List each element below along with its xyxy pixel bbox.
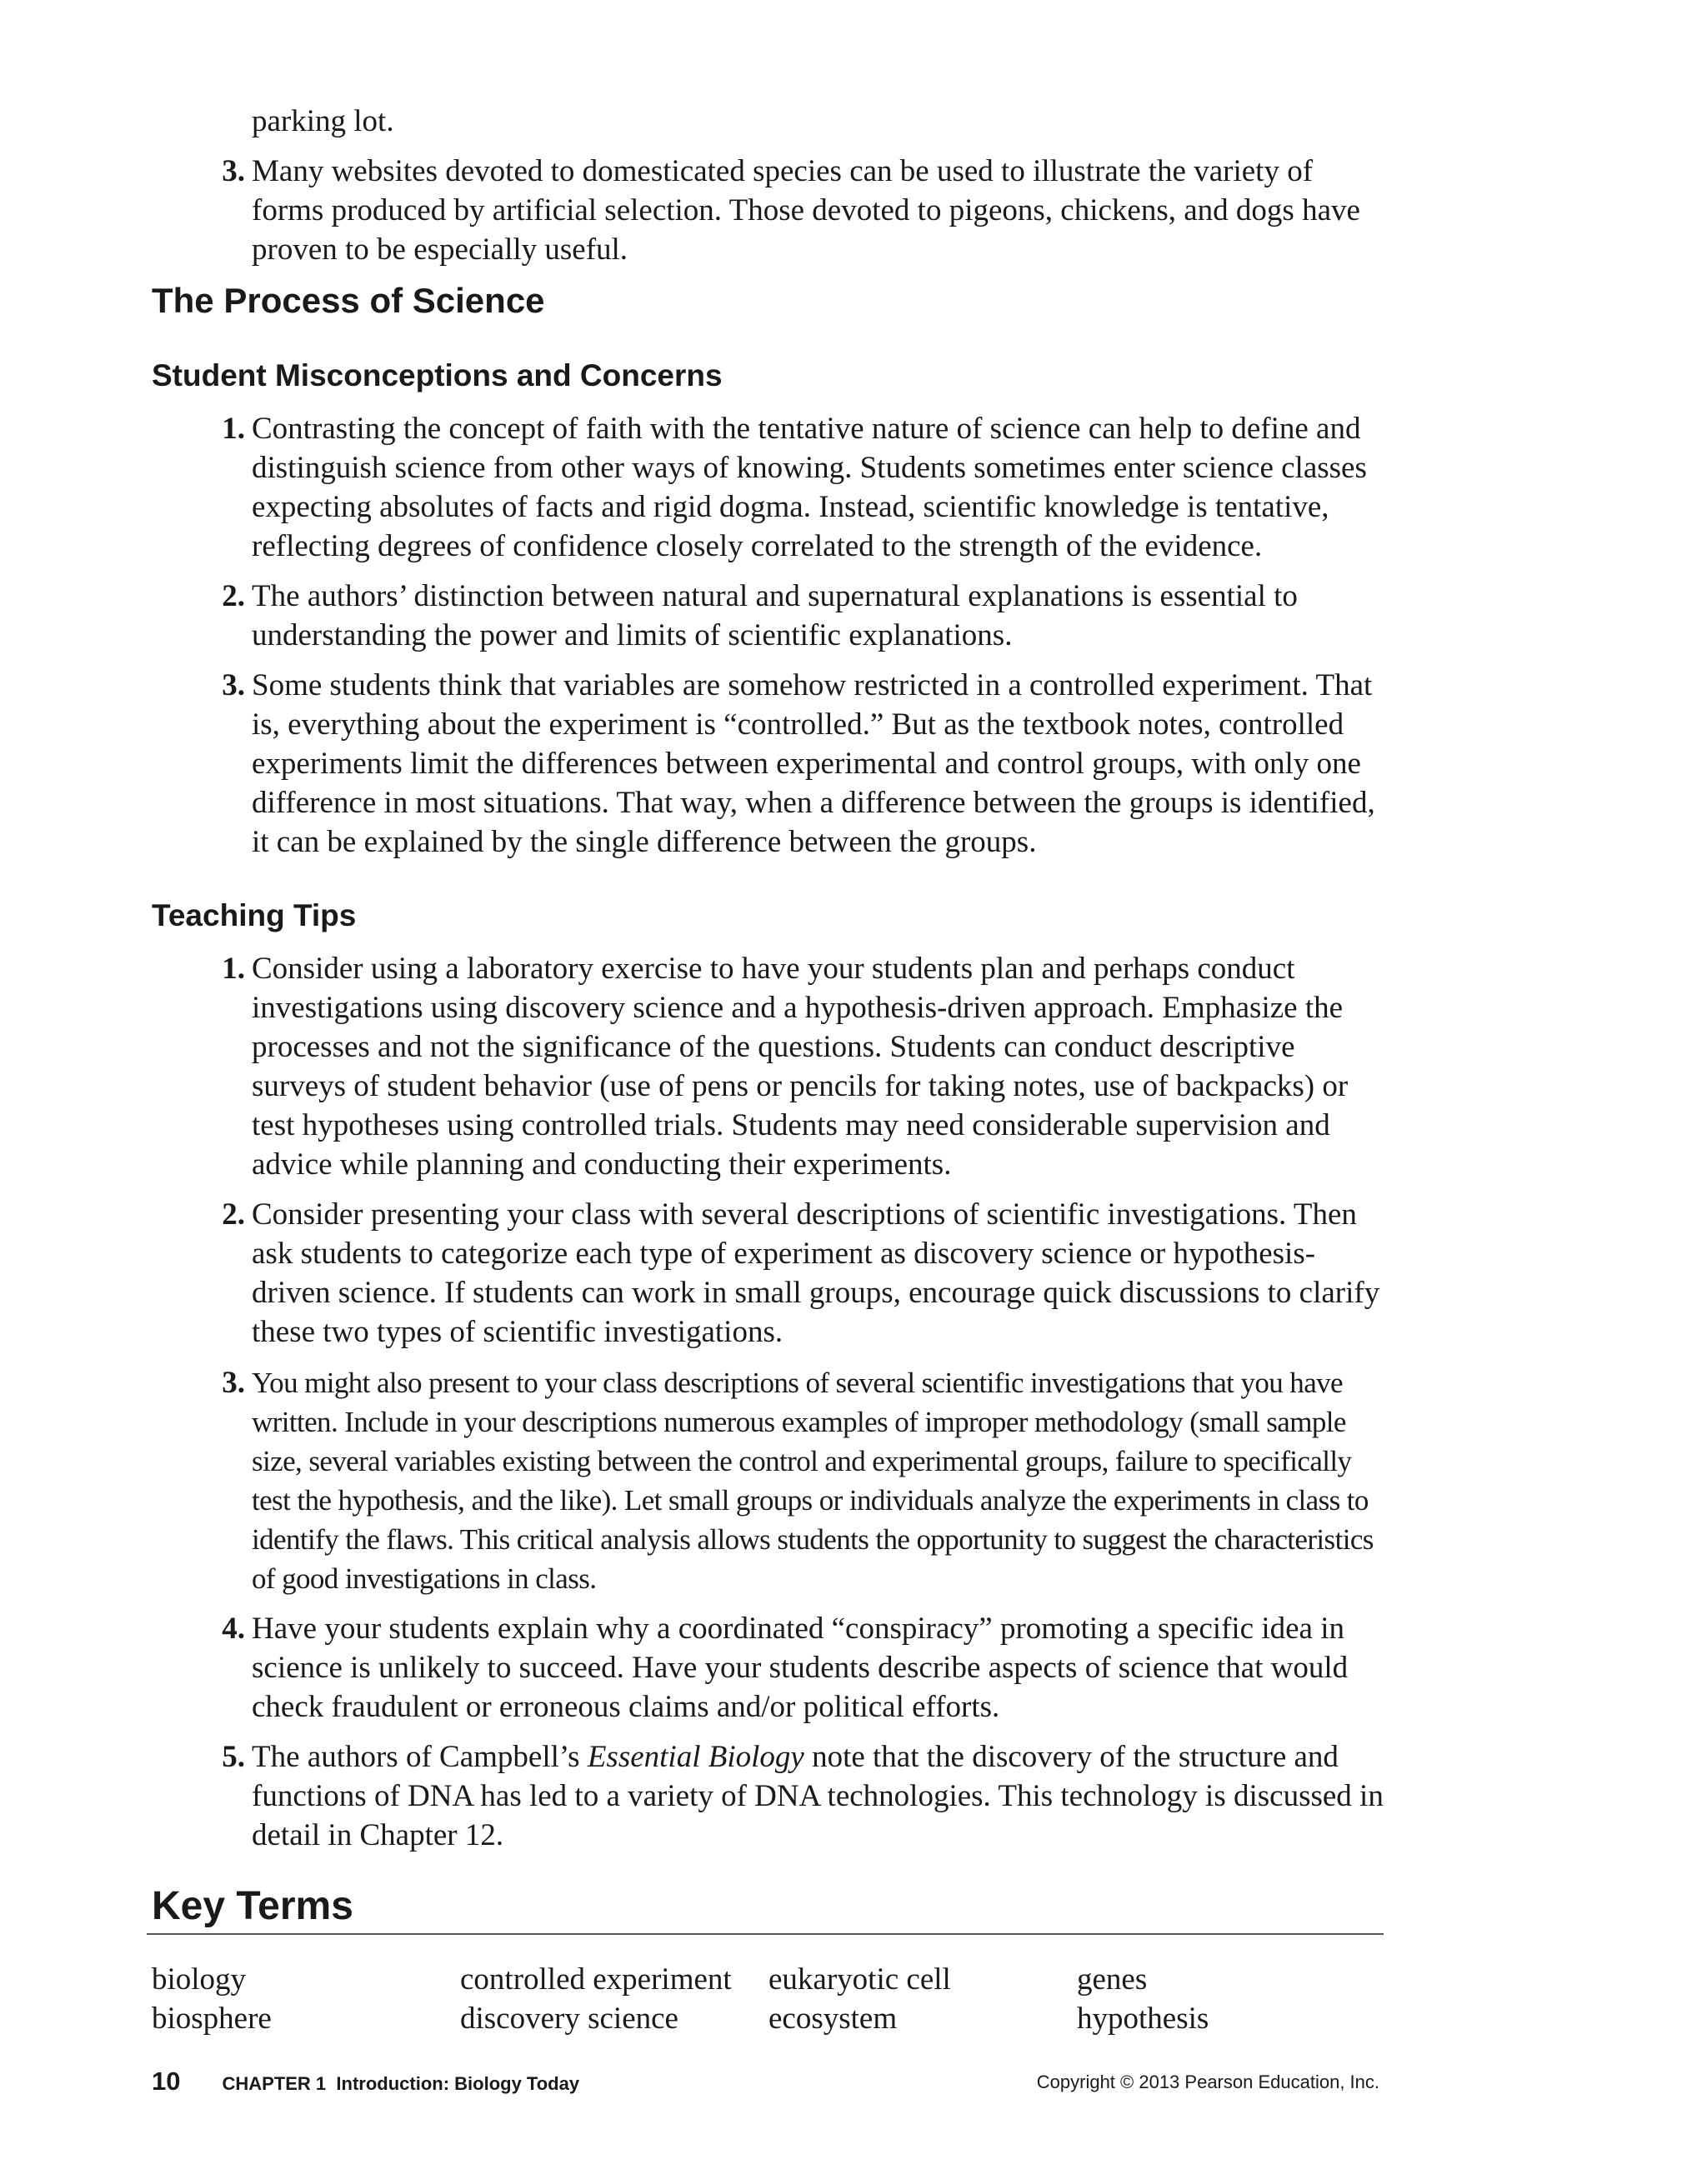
- term: biosphere: [152, 2002, 272, 2036]
- list-item-text: The authors’ distinction between natural and supernatural explanations is essential to understanding the power and limits of scientific explanations.: [252, 579, 1298, 652]
- list-item-text: [252, 1737, 1385, 1855]
- list-item-text: Many websites devoted to domesticated species can be used to illustrate the variety of forms produced by artificial selection. Those devoted to pigeons, chickens, and dogs have proven to be especially useful.: [252, 154, 1360, 267]
- list-item-number: 3.: [222, 154, 245, 188]
- list-item-number: 5.: [222, 1740, 245, 1774]
- term: controlled experiment: [460, 1962, 732, 1997]
- list-item-text: Have your students explain why a coordinated “conspiracy” promoting a specific idea in science is unlikely to succeed. Have your students describe aspects of science that would check fraudulent or erroneous claims and/or political efforts.: [252, 1612, 1349, 1724]
- list-item-number: 1.: [222, 412, 245, 446]
- list-item-text: You might also present to your class descriptions of several scientific investigations that you have written. Include in your descriptions numerous examples of improper methodology (small sample size, several variables existing between the control and experimental groups, failure to specifically test the hypothesis, and the like). Let small groups or individuals analyze the experiments in class to identify the flaws. This critical analysis allows students the opportunity to suggest the characteristics of good investigations in class.: [252, 1367, 1374, 1595]
- list-item-text: Some students think that variables are somehow restricted in a controlled experiment. That is, everything about the experiment is “controlled.” But as the textbook notes, controlled experiments limit the differences between experimental and control groups, with only one difference in most situations. That way, when a difference between the groups is identified, it can be explained by the single difference between the groups.: [252, 668, 1375, 859]
- term: genes: [1077, 1962, 1148, 1997]
- list-item-text: Contrasting the concept of faith with the tentative nature of science can help to define and distinguish science from other ways of knowing. Students sometimes enter science classes expecting absolutes of facts and rigid dogma. Instead, scientific knowledge is tentative, reflecting degrees of confidence closely correlated to the strength of the evidence.: [252, 412, 1367, 563]
- text-run: The authors of Campbell’s: [252, 1740, 588, 1774]
- key-terms-heading: Key Terms: [152, 1884, 353, 1928]
- copyright: Copyright © 2013 Pearson Education, Inc.: [1036, 2072, 1379, 2092]
- footer-left: [152, 2067, 579, 2097]
- term: hypothesis: [1077, 2002, 1209, 2036]
- term: biology: [152, 1962, 247, 1997]
- list-item-number: 3.: [222, 668, 245, 702]
- list-item-number: 1.: [222, 952, 245, 986]
- teaching-tips-heading: Teaching Tips: [152, 898, 357, 932]
- term: discovery science: [460, 2002, 678, 2036]
- divider: [147, 1933, 1384, 1935]
- book-title: Essential Biology: [587, 1740, 804, 1774]
- text-run: note that the discovery of the structure and functions of DNA has led to a variety of DNA technologies. This technology is discussed in detail in Chapter 12.: [252, 1740, 1384, 1852]
- chapter-label: CHAPTER 1 Introduction: Biology Today: [222, 2073, 580, 2094]
- terms-row: [152, 1960, 1385, 1999]
- section-title: The Process of Science: [152, 281, 545, 320]
- key-terms-table: [152, 1960, 1385, 2038]
- list-item-number: 3.: [222, 1366, 245, 1400]
- terms-row: [152, 1999, 1385, 2038]
- term: ecosystem: [768, 2002, 898, 2036]
- list-item-text: Consider presenting your class with several descriptions of scientific investigations. Then ask students to categorize each type of experiment as discovery science or hypothesis-driven science. If students can work in small groups, encourage quick discussions to clarify these two types of scientific investigations.: [252, 1197, 1380, 1349]
- list-item-text: Consider using a laboratory exercise to have your students plan and perhaps conduct investigations using discovery science and a hypothesis-driven approach. Emphasize the processes and not the significance of the questions. Students can conduct descriptive surveys of student behavior (use of pens or pencils for taking notes, use of backpacks) or test hypotheses using controlled trials. Students may need considerable supervision and advice while planning and conducting their experiments.: [252, 952, 1349, 1182]
- page-number: 10: [152, 2067, 181, 2096]
- continued-text: parking lot.: [252, 104, 394, 138]
- misconceptions-heading: Student Misconceptions and Concerns: [152, 358, 723, 392]
- list-item-number: 4.: [222, 1612, 245, 1646]
- list-item-number: 2.: [222, 579, 245, 613]
- list-item-number: 2.: [222, 1197, 245, 1232]
- term: eukaryotic cell: [768, 1962, 951, 1997]
